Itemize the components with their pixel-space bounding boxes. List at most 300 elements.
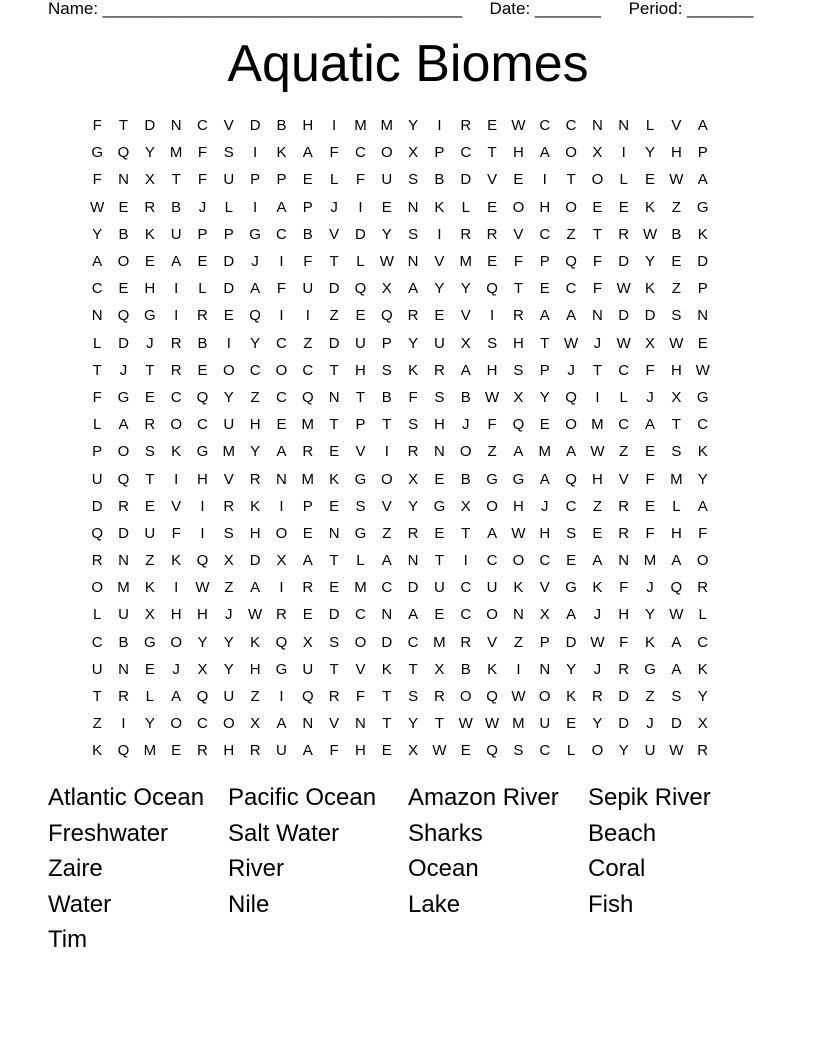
- page-title: Aquatic Biomes: [227, 35, 589, 93]
- grid-letter: U: [302, 280, 314, 298]
- grid-letter: A: [697, 171, 708, 189]
- grid-row: [84, 166, 744, 193]
- grid-letter: R: [144, 198, 156, 216]
- grid-letter: I: [516, 660, 521, 678]
- grid-letter: L: [619, 388, 628, 406]
- grid-letter: I: [279, 253, 284, 271]
- grid-letter: K: [566, 688, 577, 706]
- grid-letter: M: [670, 470, 683, 488]
- grid-letter: K: [645, 633, 656, 651]
- grid-row: [84, 330, 744, 357]
- grid-letter: P: [697, 144, 708, 162]
- grid-letter: T: [171, 171, 181, 189]
- grid-letter: O: [275, 361, 288, 379]
- grid-letter: Z: [645, 688, 655, 706]
- grid-letter: R: [328, 688, 340, 706]
- grid-row: [84, 411, 744, 438]
- grid-letter: I: [621, 144, 626, 162]
- word-bank-item: Nile: [228, 890, 270, 918]
- grid-letter: A: [566, 307, 577, 325]
- grid-letter: S: [566, 524, 577, 542]
- grid-letter: Y: [697, 688, 708, 706]
- grid-letter: H: [197, 470, 208, 488]
- grid-letter: Z: [145, 552, 155, 570]
- grid-letter: Q: [301, 388, 314, 406]
- grid-letter: E: [460, 742, 471, 760]
- grid-letter: W: [511, 117, 526, 135]
- grid-letter: F: [92, 388, 102, 406]
- grid-letter: D: [144, 117, 156, 135]
- grid-letter: T: [382, 416, 392, 434]
- grid-letter: V: [223, 470, 234, 488]
- name-field-label: Name: ______________________________________: [48, 0, 463, 18]
- grid-letter: C: [697, 416, 709, 434]
- grid-letter: A: [276, 443, 287, 461]
- grid-letter: L: [329, 171, 339, 189]
- grid-letter: T: [92, 688, 102, 706]
- grid-letter: I: [174, 280, 179, 298]
- grid-letter: N: [591, 117, 603, 135]
- grid-letter: E: [302, 524, 313, 542]
- grid-letter: Z: [382, 524, 392, 542]
- grid-letter: Q: [196, 552, 209, 570]
- grid-letter: S: [434, 388, 445, 406]
- grid-letter: D: [118, 524, 129, 542]
- grid-letter: U: [486, 579, 498, 597]
- grid-letter: V: [355, 660, 366, 678]
- grid-letter: F: [92, 117, 102, 135]
- grid-letter: X: [408, 144, 419, 162]
- grid-letter: R: [223, 497, 235, 515]
- grid-letter: O: [380, 144, 393, 162]
- grid-letter: J: [646, 579, 654, 597]
- grid-letter: C: [460, 579, 472, 597]
- grid-letter: T: [92, 361, 102, 379]
- grid-row: [84, 683, 744, 710]
- grid-letter: J: [146, 334, 154, 352]
- grid-letter: H: [355, 742, 366, 760]
- grid-letter: K: [381, 660, 392, 678]
- grid-letter: R: [512, 307, 524, 325]
- grid-letter: W: [590, 443, 605, 461]
- grid-letter: T: [329, 660, 339, 678]
- grid-letter: E: [197, 253, 208, 271]
- grid-letter: D: [644, 307, 656, 325]
- grid-letter: Z: [329, 307, 339, 325]
- grid-letter: S: [144, 443, 155, 461]
- grid-letter: Q: [117, 307, 130, 325]
- grid-letter: C: [618, 416, 630, 434]
- grid-letter: S: [408, 688, 419, 706]
- grid-letter: Y: [408, 117, 419, 135]
- grid-letter: G: [696, 198, 709, 216]
- grid-letter: H: [539, 524, 551, 542]
- grid-letter: F: [645, 470, 655, 488]
- grid-letter: S: [223, 144, 234, 162]
- grid-letter: Z: [92, 715, 102, 733]
- grid-letter: A: [302, 742, 313, 760]
- grid-letter: E: [302, 171, 313, 189]
- grid-letter: G: [143, 307, 156, 325]
- grid-letter: T: [329, 253, 339, 271]
- grid-letter: O: [91, 579, 103, 597]
- grid-letter: C: [486, 552, 498, 570]
- grid-letter: I: [121, 715, 126, 733]
- grid-letter: G: [196, 443, 209, 461]
- grid-letter: E: [144, 660, 155, 678]
- grid-letter: P: [381, 334, 392, 352]
- grid-letter: R: [460, 117, 472, 135]
- grid-letter: N: [328, 388, 340, 406]
- grid-letter: T: [540, 334, 550, 352]
- grid-letter: B: [118, 225, 129, 243]
- grid-letter: P: [697, 280, 708, 298]
- grid-letter: G: [143, 633, 156, 651]
- grid-letter: S: [487, 334, 498, 352]
- grid-letter: K: [645, 198, 656, 216]
- grid-letter: Y: [408, 334, 419, 352]
- grid-letter: K: [487, 660, 498, 678]
- grid-letter: M: [643, 552, 657, 570]
- grid-row: [84, 601, 744, 628]
- grid-letter: O: [565, 144, 577, 162]
- grid-letter: R: [618, 497, 630, 515]
- grid-letter: U: [434, 334, 445, 352]
- grid-letter: E: [381, 742, 392, 760]
- grid-letter: X: [645, 334, 656, 352]
- grid-letter: T: [592, 361, 602, 379]
- grid-letter: F: [276, 280, 287, 298]
- grid-letter: A: [539, 470, 550, 488]
- grid-letter: H: [512, 334, 524, 352]
- grid-letter: Y: [381, 225, 392, 243]
- grid-letter: R: [302, 443, 314, 461]
- grid-letter: D: [618, 307, 630, 325]
- grid-letter: R: [434, 361, 445, 379]
- grid-letter: V: [329, 715, 340, 733]
- grid-letter: K: [144, 225, 155, 243]
- grid-letter: M: [354, 579, 367, 597]
- grid-letter: N: [618, 552, 630, 570]
- grid-letter: N: [434, 443, 445, 461]
- grid-letter: Y: [408, 715, 419, 733]
- grid-letter: K: [144, 579, 155, 597]
- grid-letter: T: [487, 144, 497, 162]
- grid-letter: J: [225, 606, 233, 624]
- grid-letter: R: [91, 552, 103, 570]
- grid-letter: T: [145, 361, 155, 379]
- grid-letter: L: [566, 742, 576, 760]
- grid-letter: C: [565, 280, 577, 298]
- grid-letter: X: [197, 660, 208, 678]
- grid-letter: V: [329, 225, 340, 243]
- grid-letter: C: [539, 742, 551, 760]
- grid-letter: X: [408, 470, 419, 488]
- grid-letter: V: [513, 225, 524, 243]
- grid-letter: W: [669, 171, 684, 189]
- grid-letter: Y: [645, 606, 656, 624]
- grid-letter: G: [512, 470, 525, 488]
- grid-letter: H: [539, 198, 551, 216]
- grid-letter: M: [512, 715, 525, 733]
- grid-letter: Z: [671, 198, 681, 216]
- grid-letter: F: [698, 524, 708, 542]
- grid-letter: A: [460, 361, 471, 379]
- grid-letter: I: [279, 307, 284, 325]
- grid-letter: E: [329, 443, 340, 461]
- grid-letter: Q: [380, 307, 393, 325]
- grid-letter: L: [92, 334, 102, 352]
- grid-letter: M: [459, 253, 472, 271]
- grid-letter: Z: [487, 443, 497, 461]
- grid-letter: D: [223, 280, 235, 298]
- grid-row: [84, 465, 744, 492]
- grid-letter: T: [329, 552, 339, 570]
- grid-letter: N: [328, 524, 340, 542]
- grid-letter: N: [118, 660, 129, 678]
- grid-letter: T: [434, 715, 445, 733]
- grid-letter: V: [434, 253, 445, 271]
- grid-letter: Y: [250, 443, 261, 461]
- grid-letter: C: [91, 633, 103, 651]
- grid-letter: C: [539, 552, 551, 570]
- grid-letter: P: [302, 497, 313, 515]
- grid-letter: U: [539, 715, 551, 733]
- grid-letter: F: [303, 253, 313, 271]
- grid-letter: Y: [144, 715, 155, 733]
- grid-letter: H: [249, 524, 261, 542]
- grid-letter: F: [92, 171, 102, 189]
- grid-letter: D: [618, 253, 630, 271]
- grid-letter: U: [381, 171, 393, 189]
- word-bank-item: Fish: [588, 890, 634, 918]
- grid-letter: B: [434, 171, 445, 189]
- grid-letter: E: [171, 742, 182, 760]
- grid-letter: A: [645, 416, 656, 434]
- grid-letter: I: [174, 470, 179, 488]
- grid-letter: U: [355, 334, 366, 352]
- grid-row: [84, 139, 744, 166]
- word-bank-item: Water: [48, 890, 112, 918]
- grid-letter: O: [380, 470, 393, 488]
- grid-letter: D: [328, 280, 340, 298]
- grid-letter: X: [539, 606, 550, 624]
- grid-letter: T: [671, 416, 681, 434]
- grid-letter: O: [591, 171, 604, 189]
- grid-letter: M: [433, 633, 446, 651]
- grid-letter: V: [381, 497, 392, 515]
- grid-row: [84, 656, 744, 683]
- grid-letter: N: [407, 552, 419, 570]
- grid-letter: Q: [117, 742, 130, 760]
- grid-letter: P: [434, 144, 445, 162]
- grid-letter: Q: [565, 388, 577, 406]
- grid-letter: J: [119, 361, 128, 379]
- grid-letter: C: [197, 715, 208, 733]
- grid-letter: Z: [566, 225, 576, 243]
- grid-letter: U: [223, 416, 235, 434]
- grid-letter: G: [275, 660, 288, 678]
- grid-letter: C: [539, 225, 551, 243]
- grid-letter: G: [354, 470, 367, 488]
- grid-letter: I: [226, 334, 231, 352]
- grid-row: [84, 384, 744, 411]
- grid-letter: W: [511, 524, 526, 542]
- grid-letter: F: [619, 633, 629, 651]
- grid-letter: X: [697, 715, 708, 733]
- word-bank-item: Pacific Ocean: [228, 784, 377, 811]
- grid-letter: R: [407, 443, 419, 461]
- grid-letter: A: [276, 715, 287, 733]
- grid-letter: F: [329, 144, 339, 162]
- grid-letter: K: [171, 443, 182, 461]
- grid-letter: J: [172, 660, 180, 678]
- grid-letter: N: [591, 307, 603, 325]
- grid-letter: Q: [512, 416, 525, 434]
- grid-letter: M: [143, 742, 157, 760]
- grid-letter: L: [356, 552, 365, 570]
- grid-letter: R: [460, 225, 472, 243]
- grid-letter: R: [249, 742, 261, 760]
- grid-letter: Q: [670, 579, 683, 597]
- grid-letter: D: [249, 117, 261, 135]
- grid-letter: W: [511, 688, 526, 706]
- grid-letter: I: [279, 497, 284, 515]
- grid-letter: X: [671, 388, 682, 406]
- grid-letter: D: [565, 633, 577, 651]
- grid-letter: A: [513, 443, 524, 461]
- grid-letter: K: [250, 633, 261, 651]
- grid-letter: W: [642, 225, 658, 243]
- grid-letter: I: [174, 579, 179, 597]
- grid-letter: Y: [460, 280, 471, 298]
- grid-letter: U: [118, 606, 129, 624]
- grid-letter: E: [487, 253, 498, 271]
- grid-letter: G: [91, 144, 103, 162]
- grid-row: [84, 438, 744, 465]
- grid-letter: C: [460, 606, 472, 624]
- grid-letter: I: [437, 225, 442, 243]
- grid-letter: B: [118, 633, 129, 651]
- grid-letter: J: [251, 253, 259, 271]
- grid-letter: H: [670, 144, 682, 162]
- grid-letter: U: [91, 660, 103, 678]
- grid-letter: R: [302, 579, 314, 597]
- grid-letter: H: [670, 524, 682, 542]
- grid-letter: X: [460, 497, 471, 515]
- grid-letter: A: [118, 416, 129, 434]
- grid-letter: B: [460, 470, 471, 488]
- grid-letter: L: [198, 280, 207, 298]
- grid-letter: I: [200, 524, 205, 542]
- grid-letter: C: [197, 117, 208, 135]
- grid-letter: C: [197, 416, 208, 434]
- grid-letter: E: [434, 524, 445, 542]
- grid-letter: K: [408, 361, 419, 379]
- grid-letter: K: [171, 552, 182, 570]
- grid-letter: D: [381, 633, 393, 651]
- grid-letter: E: [513, 171, 524, 189]
- grid-letter: O: [565, 416, 577, 434]
- grid-letter: U: [276, 742, 287, 760]
- grid-letter: I: [463, 552, 468, 570]
- grid-letter: W: [616, 280, 631, 298]
- grid-letter: E: [434, 606, 445, 624]
- grid-letter: O: [538, 688, 551, 706]
- grid-letter: Z: [592, 497, 602, 515]
- grid-letter: N: [170, 117, 182, 135]
- grid-letter: O: [486, 497, 498, 515]
- grid-letter: W: [616, 334, 631, 352]
- grid-letter: O: [170, 715, 182, 733]
- grid-letter: W: [590, 633, 605, 651]
- grid-letter: R: [618, 524, 630, 542]
- grid-letter: D: [328, 606, 340, 624]
- grid-letter: E: [355, 307, 366, 325]
- word-bank-item: Beach: [588, 819, 657, 847]
- grid-letter: R: [144, 416, 156, 434]
- grid-letter: Q: [565, 470, 577, 488]
- grid-letter: Z: [513, 633, 523, 651]
- grid-letter: X: [144, 606, 155, 624]
- grid-letter: F: [645, 524, 655, 542]
- grid-letter: I: [437, 117, 442, 135]
- grid-letter: B: [276, 117, 287, 135]
- grid-letter: O: [696, 552, 709, 570]
- grid-letter: D: [670, 715, 682, 733]
- grid-letter: V: [487, 171, 498, 189]
- grid-letter: K: [513, 579, 524, 597]
- grid-letter: O: [565, 198, 577, 216]
- grid-letter: Y: [408, 497, 419, 515]
- grid-letter: A: [671, 633, 682, 651]
- grid-letter: L: [224, 198, 233, 216]
- grid-letter: A: [697, 497, 708, 515]
- grid-letter: O: [275, 524, 288, 542]
- grid-letter: K: [592, 579, 603, 597]
- grid-letter: S: [513, 742, 524, 760]
- grid-letter: O: [170, 633, 182, 651]
- grid-letter: O: [170, 416, 182, 434]
- grid-letter: C: [355, 144, 366, 162]
- grid-row: [84, 520, 744, 547]
- grid-letter: B: [171, 198, 182, 216]
- grid-letter: C: [460, 144, 472, 162]
- grid-letter: Y: [223, 388, 234, 406]
- grid-letter: K: [329, 470, 340, 488]
- grid-letter: T: [566, 171, 576, 189]
- grid-letter: U: [223, 688, 235, 706]
- grid-letter: E: [697, 334, 708, 352]
- grid-letter: L: [645, 117, 655, 135]
- grid-letter: W: [90, 198, 105, 216]
- grid-letter: L: [356, 253, 365, 271]
- grid-letter: N: [118, 552, 129, 570]
- word-bank-item: Ocean: [408, 855, 479, 882]
- grid-letter: R: [407, 307, 419, 325]
- grid-letter: W: [195, 579, 210, 597]
- grid-letter: Q: [275, 633, 288, 651]
- grid-letter: E: [645, 497, 656, 515]
- grid-letter: E: [276, 416, 287, 434]
- grid-letter: E: [197, 361, 208, 379]
- grid-letter: C: [249, 361, 261, 379]
- grid-letter: T: [329, 416, 339, 434]
- grid-letter: Q: [565, 253, 577, 271]
- grid-letter: M: [222, 443, 236, 461]
- grid-letter: S: [329, 633, 340, 651]
- grid-letter: O: [354, 633, 367, 651]
